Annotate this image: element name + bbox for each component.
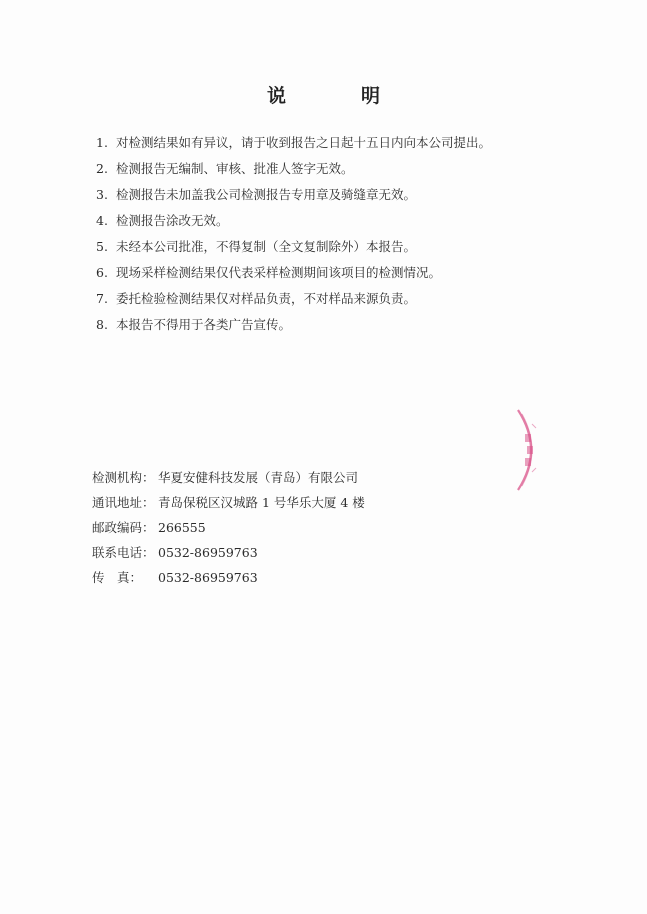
- item-text: 检测报告未加盖我公司检测报告专用章及骑缝章无效。: [116, 187, 417, 202]
- item-text: 本报告不得用于各类广告宣传。: [116, 317, 292, 332]
- postcode-value: 266555: [158, 520, 206, 535]
- list-item: [96, 185, 596, 204]
- list-item: [96, 211, 596, 230]
- page-title: 说 明: [266, 85, 408, 107]
- list-item: [96, 263, 596, 282]
- list-item: [96, 289, 596, 308]
- item-text: 未经本公司批准，不得复制（全文复制除外）本报告。: [116, 239, 417, 254]
- org-row: [92, 468, 552, 487]
- fax-label: 传 真：: [92, 570, 143, 585]
- org-label: 检测机构：: [92, 470, 155, 485]
- postcode-row: [92, 518, 552, 537]
- fax-value: 0532-86959763: [158, 570, 258, 585]
- item-number: 8.: [96, 317, 108, 332]
- address-row: [92, 493, 552, 512]
- item-text: 现场采样检测结果仅代表采样检测期间该项目的检测情况。: [116, 265, 442, 280]
- list-item: [96, 315, 596, 334]
- notes-list: [96, 133, 596, 341]
- item-number: 2.: [96, 161, 108, 176]
- item-text: 检测报告涂改无效。: [116, 213, 229, 228]
- item-text: 对检测结果如有异议，请于收到报告之日起十五日内向本公司提出。: [116, 135, 492, 150]
- fax-row: [92, 568, 552, 587]
- phone-row: [92, 543, 552, 562]
- address-label: 通讯地址：: [92, 495, 155, 510]
- item-number: 6.: [96, 265, 108, 280]
- phone-value: 0532-86959763: [158, 545, 258, 560]
- list-item: [96, 237, 596, 256]
- item-number: 7.: [96, 291, 108, 306]
- list-item: [96, 159, 596, 178]
- item-number: 5.: [96, 239, 108, 254]
- address-value: 青岛保税区汉城路 1 号华乐大厦 4 楼: [158, 495, 365, 510]
- item-number: 4.: [96, 213, 108, 228]
- item-text: 检测报告无编制、审核、批准人签字无效。: [116, 161, 354, 176]
- list-item: [96, 133, 596, 152]
- phone-label: 联系电话：: [92, 545, 155, 560]
- postcode-label: 邮政编码：: [92, 520, 155, 535]
- org-value: 华夏安健科技发展（青岛）有限公司: [158, 470, 359, 485]
- item-text: 委托检验检测结果仅对样品负责，不对样品来源负责。: [116, 291, 417, 306]
- contact-info: [92, 468, 552, 593]
- item-number: 1.: [96, 135, 108, 150]
- item-number: 3.: [96, 187, 108, 202]
